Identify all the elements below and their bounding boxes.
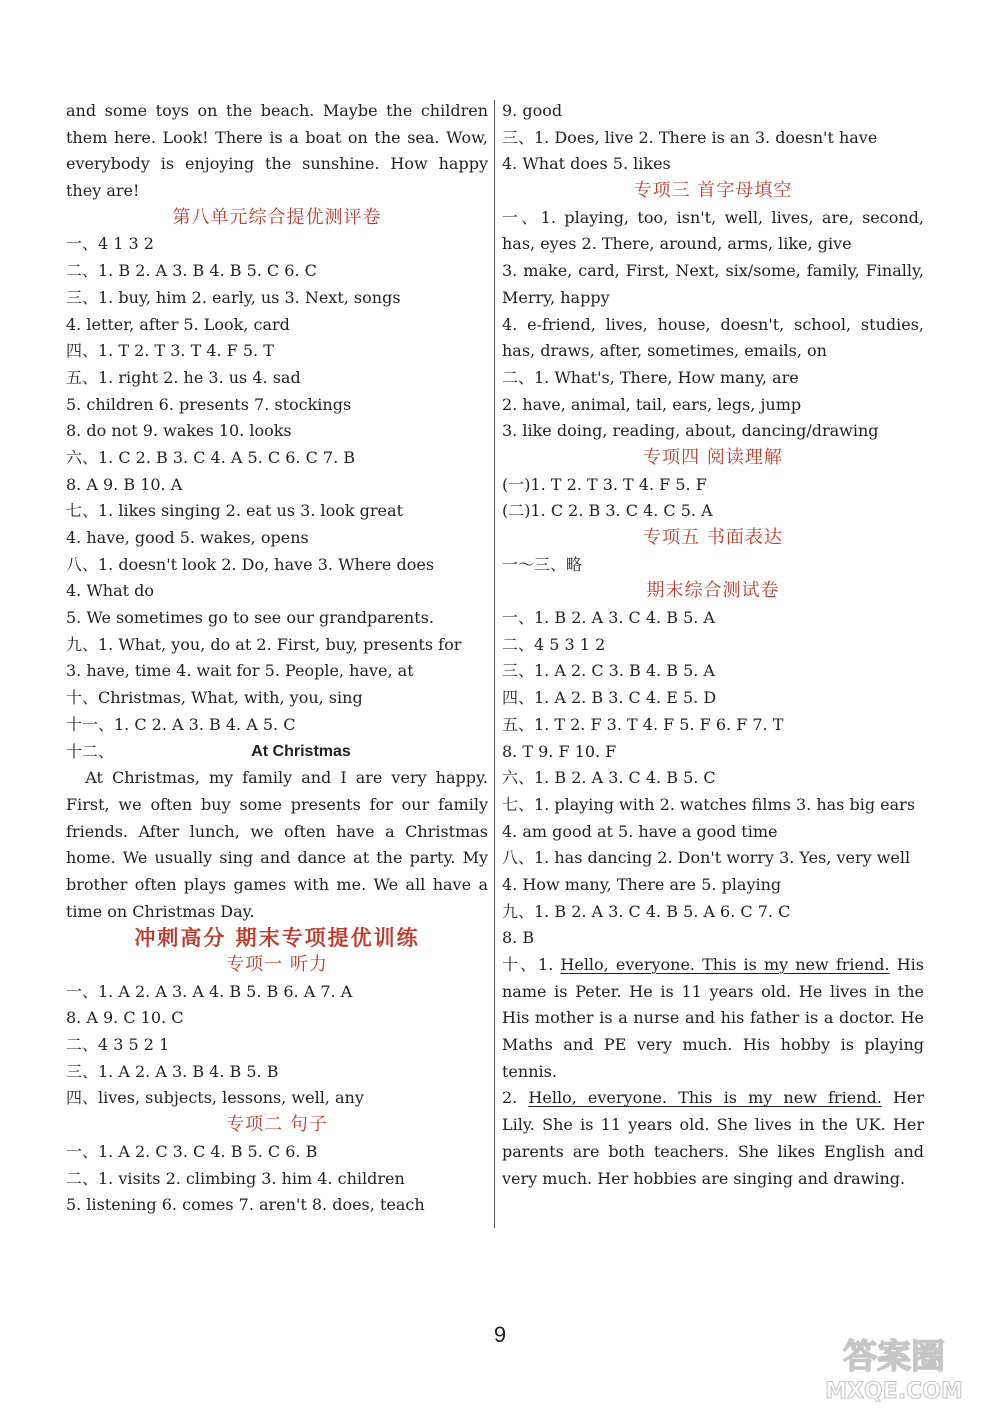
line-text: 九、1. What, you, do at 2. First, buy, presents for [66,634,462,654]
answer-line [502,1112,924,1139]
answer-line [502,819,924,846]
section-heading [66,205,488,232]
line-text: 4. What do [66,581,155,601]
answer-line [502,792,924,819]
line-text: Merry, happy [502,287,610,307]
line-text: 专项五 书面表达 [643,527,783,548]
line-prefix: 2. [502,1088,529,1108]
answer-line [66,472,488,499]
answer-line [502,632,924,659]
line-text: 一、1. B 2. A 3. C 4. B 5. A [502,608,715,628]
line-text: 三、1. Does, live 2. There is an 3. doesn't have [502,127,878,147]
answer-line [66,392,488,419]
line-text: 九、1. B 2. A 3. C 4. B 5. A 6. C 7. C [502,901,791,921]
answer-line [66,1005,488,1032]
line-text: Maths and PE very much. His hobby is playing [502,1035,924,1055]
answer-line [502,258,924,285]
section-heading [502,178,924,205]
line-text: 四、1. T 2. T 3. T 4. F 5. T [66,341,274,361]
line-text: 4. e-friend, lives, house, doesn't, school, studies, [502,314,924,334]
answer-line [66,98,488,125]
line-text: 4. What does 5. likes [502,154,671,174]
line-text: 冲刺高分 期末专项提优训练 [134,925,420,951]
line-text: First, we often buy some presents for our family [66,794,488,814]
line-text: 三、1. A 2. C 3. B 4. B 5. A [502,661,715,681]
line-text: 三、1. A 2. A 3. B 4. B 5. B [66,1061,279,1081]
line-text: 3. have, time 4. wait for 5. People, have, at [66,661,414,681]
answer-line [502,498,924,525]
answer-line [66,1059,488,1086]
line-text: 8. T 9. F 10. F [502,741,617,761]
column-divider [494,100,495,1228]
answer-line [502,338,924,365]
answer-line [502,899,924,926]
answer-line [66,712,488,739]
line-text: 专项四 阅读理解 [643,446,783,468]
line-text: 4. How many, There are 5. playing [502,874,782,894]
answer-line [502,418,924,445]
line-text: 三、1. buy, him 2. early, us 3. Next, songs [66,287,401,307]
answer-line [66,632,488,659]
answer-line [502,979,924,1006]
line-text: 二、1. B 2. A 3. B 4. B 5. C 6. C [66,261,317,281]
answer-line [66,285,488,312]
answer-line [66,1032,488,1059]
answer-line [66,899,488,926]
line-prefix: 十、1. [502,955,561,974]
answer-line [502,1005,924,1032]
answer-line [66,1085,488,1112]
answer-line [66,1192,488,1219]
answer-line [66,258,488,285]
line-text: name is Peter. He is 11 years old. He lives in the [502,981,924,1001]
answer-line [502,312,924,339]
line-text: 第八单元综合提优测评卷 [172,206,382,228]
section-heading [66,925,488,952]
answer-line [66,1166,488,1193]
answer-line [66,845,488,872]
answer-line [502,151,924,178]
answer-line [66,739,488,766]
line-text: 4. letter, after 5. Look, card [66,314,290,334]
section-heading [502,525,924,552]
answer-line [502,552,924,579]
line-text: 五、1. right 2. he 3. us 4. sad [66,367,301,387]
answer-line [66,872,488,899]
line-text: parents are both teachers. She likes English and [502,1141,924,1161]
line-text: 4. am good at 5. have a good time [502,821,778,841]
line-text: 5. listening 6. comes 7. aren't 8. does, teach [66,1195,425,1215]
answer-line [502,472,924,499]
line-text: 一、1. playing, too, isn't, well, lives, are, second, [502,207,924,227]
line-text: 十一、1. C 2. A 3. B 4. A 5. C [66,714,296,734]
line-text: 二、4 5 3 1 2 [502,634,606,654]
answer-line [502,231,924,258]
answer-line [502,205,924,232]
answer-line [66,312,488,339]
answer-line [502,925,924,952]
line-text: 八、1. has dancing 2. Don't worry 3. Yes, very well [502,848,911,868]
line-text: At Christmas, my family and I are very happy. [85,768,488,788]
line-text: 8. B [502,928,535,948]
answer-line [502,872,924,899]
answer-line [502,952,924,979]
answer-line [66,605,488,632]
line-text: 2. have, animal, tail, ears, legs, jump [502,394,802,414]
answer-line [66,418,488,445]
answer-line [66,819,488,846]
answer-line [66,365,488,392]
line-text: has, eyes 2. There, around, arms, like, give [502,234,852,254]
answer-line [502,365,924,392]
right-column [502,98,924,1192]
underlined-sentence: Hello, everyone. This is my new friend. [528,1088,882,1108]
line-lead: 十二、 [66,741,115,761]
line-text: 六、1. C 2. B 3. C 4. A 5. C 6. C 7. B [66,447,356,467]
answer-line [502,658,924,685]
underlined-sentence: Hello, everyone. This is my new friend. [560,955,890,974]
line-text: 二、1. visits 2. climbing 3. him 4. children [66,1168,405,1188]
answer-line [502,1059,924,1086]
line-text: 8. do not 9. wakes 10. looks [66,421,292,441]
line-text: 9. good [502,101,563,120]
answer-line [502,685,924,712]
line-text: everybody is enjoying the sunshine. How happy [66,154,488,174]
answer-line [66,552,488,579]
watermark-line1: 答案圈 [843,1337,945,1377]
line-text: home. We usually sing and dance at the party. My [66,848,488,868]
answer-line [502,125,924,152]
answer-line [502,845,924,872]
line-text: Lily. She is 11 years old. She lives in the UK. Her [502,1115,924,1135]
answer-line [66,685,488,712]
answer-line [502,285,924,312]
answer-line [66,178,488,205]
answer-line [502,392,924,419]
answer-line [502,1085,924,1112]
line-text: they are! [66,181,140,201]
answer-line [66,792,488,819]
line-text: 一、1. A 2. C 3. C 4. B 5. C 6. B [66,1141,318,1161]
line-text: His mother is a nurse and his father is a doctor. He [502,1008,924,1028]
line-text: has, draws, after, sometimes, emails, on [502,341,827,361]
answer-line [502,765,924,792]
line-text: 二、4 3 5 2 1 [66,1035,170,1055]
line-text: (二)1. C 2. B 3. C 4. C 5. A [502,501,713,521]
line-text: them here. Look! There is a boat on the sea. Wow, [66,127,488,147]
line-text: 4. have, good 5. wakes, opens [66,528,309,547]
answer-line [66,151,488,178]
line-text: 一、1. A 2. A 3. A 4. B 5. B 6. A 7. A [66,981,353,1001]
line-text: (一)1. T 2. T 3. T 4. F 5. F [502,474,707,494]
answer-line [66,765,488,792]
line-text: 二、1. What's, There, How many, are [502,367,799,387]
line-text: 一、4 1 3 2 [66,234,154,254]
line-text: 5. We sometimes go to see our grandparents. [66,608,434,628]
line-text: 八、1. doesn't look 2. Do, have 3. Where does [66,554,435,574]
answer-line [66,338,488,365]
line-text: His [889,955,924,974]
page-number: 9 [493,1322,507,1347]
answer-line [502,98,924,125]
answer-line [66,979,488,1006]
answer-line [66,498,488,525]
answer-line [66,578,488,605]
line-text: 期末综合测试卷 [646,580,780,602]
watermark-logo [806,1330,982,1406]
line-text: very much. Her hobbies are singing and drawing. [502,1168,906,1188]
line-text: 五、1. T 2. F 3. T 4. F 5. F 6. F 7. T [502,714,784,734]
line-text: and some toys on the beach. Maybe the children [66,101,488,120]
line-text: time on Christmas Day. [66,901,255,921]
line-text: At Christmas [251,742,351,760]
line-text: 六、1. B 2. A 3. C 4. B 5. C [502,768,716,788]
answer-line [502,605,924,632]
section-heading [66,1112,488,1139]
answer-line [66,231,488,258]
line-text: 专项三 首字母填空 [633,180,793,202]
line-text: 5. children 6. presents 7. stockings [66,394,352,414]
answer-line [502,739,924,766]
line-text: 十、Christmas, What, with, you, sing [66,688,363,708]
answer-line [66,658,488,685]
section-heading [502,445,924,472]
answer-line [66,125,488,152]
line-text: 专项一 听力 [226,954,328,975]
answer-line [66,1139,488,1166]
answer-line [502,1166,924,1193]
line-text: Her [892,1088,924,1108]
line-text: brother often plays games with me. We all have a [66,874,488,894]
answer-line [502,1032,924,1059]
line-text: 8. A 9. B 10. A [66,474,183,494]
line-text: 七、1. playing with 2. watches films 3. has big ears [502,794,916,814]
line-text: 专项二 句子 [226,1114,328,1136]
answer-line [66,445,488,472]
left-column [66,98,488,1219]
line-text: 七、1. likes singing 2. eat us 3. look great [66,501,403,521]
line-text: 8. A 9. C 10. C [66,1008,184,1028]
answer-line [66,525,488,552]
section-heading [502,578,924,605]
line-text: 四、1. A 2. B 3. C 4. E 5. D [502,688,717,708]
line-text: friends. After lunch, we often have a Christmas [66,821,488,841]
line-text: 3. make, card, First, Next, six/some, family, Finally, [502,261,924,281]
watermark-line2: MXQE.COM [825,1379,963,1404]
answer-line [502,1139,924,1166]
line-text: 一～三、略 [502,554,583,574]
section-heading [66,952,488,979]
line-text: tennis. [502,1061,557,1081]
answer-line [502,712,924,739]
line-text: 四、lives, subjects, lessons, well, any [66,1088,364,1108]
line-text: 3. like doing, reading, about, dancing/drawing [502,421,879,441]
